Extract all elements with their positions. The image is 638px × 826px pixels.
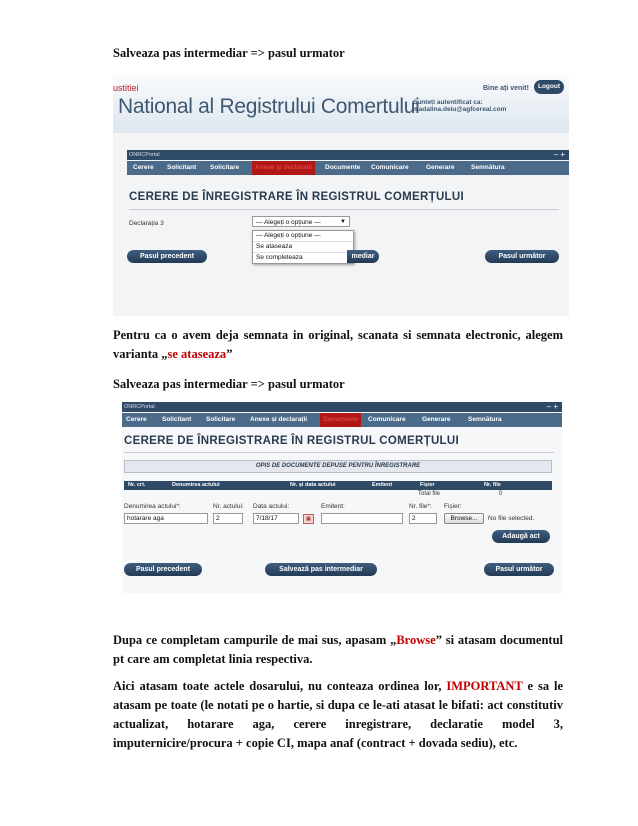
portal-bar (122, 402, 562, 412)
total-file-value: 0 (499, 491, 503, 497)
onrc-header (113, 75, 569, 133)
para4-text-a: Dupa ce completam campurile de mai sus, apasam (113, 633, 391, 647)
save-intermediate-button[interactable]: Salvează pas intermediar (265, 563, 377, 576)
page-heading: CERERE DE ÎNREGISTRARE ÎN REGISTRUL COMERȚULUI (129, 191, 464, 203)
instruction-line-1: Salveaza pas intermediar => pasul urmator (113, 46, 345, 60)
declaratie-label: Declarația 3 (129, 220, 164, 227)
add-act-button[interactable]: Adaugă act (492, 530, 550, 543)
option-se-ataseaza[interactable]: Se ataseaza (253, 242, 353, 253)
opis-table-header (124, 481, 552, 490)
screenshot-declaratie-dropdown (113, 75, 569, 316)
opis-table-title: OPIS DE DOCUMENTE DEPUSE PENTRU ÎNREGISTRARE (124, 460, 552, 473)
tab-documente[interactable]: Documente (320, 413, 361, 427)
page-heading: CERERE DE ÎNREGISTRARE ÎN REGISTRUL COMERȚULUI (124, 435, 459, 447)
select-value: — Alegeți o opțiune — (256, 219, 321, 226)
para4-quote-open: „ (390, 633, 397, 647)
instruction-paragraph-5 (113, 677, 563, 753)
data-actului-input[interactable]: 7/18/17 (253, 513, 299, 524)
tab-comunicare[interactable]: Comunicare (368, 416, 406, 423)
col-denumire: Denumirea actului (172, 482, 220, 488)
para4-text-b: ” si atasam documentul pt care am completat linia respectiva. (113, 633, 563, 666)
tab-cerere[interactable]: Cerere (126, 416, 147, 423)
para5-text-b: e sa le atasam pe toate (le notati pe o hartie, si dupa ce le-ati atasat le bifati: act constitutiv actualizat, hotarare aga, cerere inregistrare, declaratie model 3, imputernicire/procura + copie CI, mapa anaf (contract + dovada sediu), etc. (113, 679, 564, 750)
auth-info: Sunteți autentificat ca: madalina.deiu@agfcereal.com (413, 99, 507, 113)
highlight-se-ataseaza: se ataseaza (167, 347, 227, 361)
onrc-title: National al Registrului Comertului (118, 95, 420, 118)
portal-label: ONRCPortal (129, 152, 160, 158)
tab-cerere[interactable]: Cerere (133, 164, 154, 171)
nr-actului-input[interactable]: 2 (213, 513, 243, 524)
calendar-icon[interactable]: ▦ (303, 514, 314, 524)
logout-button[interactable]: Logout (534, 80, 564, 94)
label-nr-actului: Nr. actului: (213, 503, 244, 510)
option-placeholder[interactable]: — Alegeți o opțiune — (253, 231, 353, 242)
col-nr-crt: Nr. crt. (128, 482, 146, 488)
declaratie-select[interactable] (252, 216, 350, 227)
save-intermediate-button[interactable]: mediar (347, 250, 379, 263)
tab-generare[interactable]: Generare (422, 416, 451, 423)
prev-step-button[interactable]: Pasul precedent (127, 250, 207, 263)
nr-file-input[interactable]: 2 (409, 513, 437, 524)
select-dropdown (252, 230, 354, 264)
instruction-line-3: Salveaza pas intermediar => pasul urmator (113, 377, 345, 391)
browse-button[interactable]: Browse... (444, 513, 484, 524)
option-se-completeaza[interactable]: Se completeaza (256, 254, 303, 261)
window-controls[interactable]: – + (553, 150, 565, 159)
tab-semnatura[interactable]: Semnătura (468, 416, 502, 423)
ministry-label: ustitiei (113, 83, 139, 93)
main-tabs (127, 161, 569, 175)
no-file-status: No file selected. (488, 515, 535, 522)
welcome-text: Bine ați venit! (483, 85, 529, 92)
next-step-button[interactable]: Pasul următor (484, 563, 554, 576)
portal-label: ONRCPortal (124, 404, 155, 410)
instruction-paragraph-4 (113, 631, 563, 669)
chevron-down-icon: ▼ (340, 219, 346, 225)
prev-step-button[interactable]: Pasul precedent (124, 563, 202, 576)
tab-anexe-declaratii[interactable]: Anexe și declarații (250, 416, 308, 423)
col-nr-data: Nr. și data actului (290, 482, 336, 488)
label-denumire: Denumirea actului*: (124, 503, 181, 510)
highlight-browse: Browse (396, 633, 436, 647)
tab-documente[interactable]: Documente (325, 164, 361, 171)
tab-solicitare[interactable]: Solicitare (210, 164, 240, 171)
window-controls[interactable]: – + (546, 402, 558, 411)
col-nr-file: Nr. file (484, 482, 501, 488)
para5-text-a: Aici atasam toate actele dosarului, nu conteaza ordinea lor, (113, 679, 447, 693)
label-emitent: Emitent: (321, 503, 345, 510)
tab-solicitare[interactable]: Solicitare (206, 416, 236, 423)
label-nr-file: Nr. file*: (409, 503, 432, 510)
divider (129, 209, 559, 210)
label-fisier: Fișier: (444, 503, 462, 510)
portal-bar (127, 150, 569, 160)
main-tabs (122, 413, 562, 427)
tab-semnatura[interactable]: Semnătura (471, 164, 505, 171)
tab-generare[interactable]: Generare (426, 164, 455, 171)
denumire-input[interactable]: hotarare aga (124, 513, 208, 524)
tab-solicitant[interactable]: Solicitant (162, 416, 192, 423)
screenshot-opis-documente (122, 402, 562, 593)
highlight-important: IMPORTANT (446, 679, 523, 693)
col-emitent: Emitent (372, 482, 393, 488)
divider (124, 452, 554, 453)
total-file-label: Total file (418, 491, 441, 497)
tab-solicitant[interactable]: Solicitant (167, 164, 197, 171)
emitent-input[interactable] (321, 513, 403, 524)
instruction-paragraph-2 (113, 326, 563, 364)
next-step-button[interactable]: Pasul următor (485, 250, 559, 263)
label-data-actului: Data actului: (253, 503, 290, 510)
para2-text: Pentru ca o avem deja semnata in original, scanata si semnata electronic, alegem varianta (113, 328, 563, 361)
para2-quote-open: „ (161, 347, 168, 361)
col-fisier: Fișier (420, 482, 435, 488)
tab-comunicare[interactable]: Comunicare (371, 164, 409, 171)
para2-quote-close: ” (226, 347, 233, 361)
tab-anexe-declaratii[interactable]: Anexe și declarații (252, 161, 315, 175)
